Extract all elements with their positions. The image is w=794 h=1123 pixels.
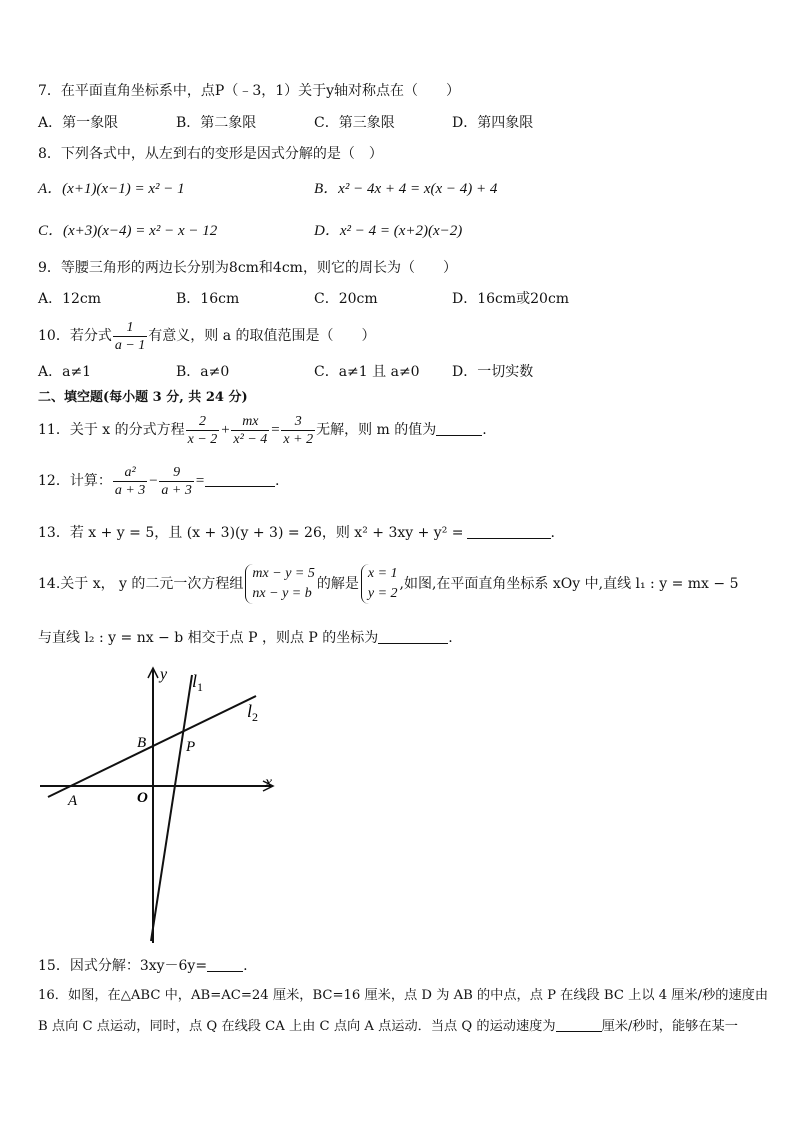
label-x: x: [265, 774, 273, 791]
q14-system-2: x = 1 y = 2: [361, 564, 398, 604]
q7-option-c: C．第三象限: [314, 115, 395, 131]
q10-option-d: D．一切实数: [452, 364, 534, 380]
q12-fraction-1: $\frac{\text{a²}}{a + 3}$: [114, 464, 146, 498]
question-9-stem: 9．等腰三角形的两边长分别为8cm和4cm，则它的周长为（ ）: [38, 260, 457, 276]
q10-fraction: $\frac{1}{a - 1}$: [114, 319, 146, 353]
label-p: P: [186, 739, 196, 755]
q13-answer-blank[interactable]: [467, 524, 551, 539]
q12-answer-blank[interactable]: [205, 472, 275, 487]
label-l2: $l_2$: [247, 701, 259, 724]
q10-pre: 10．若分式: [38, 328, 112, 344]
q10-option-b: B．a≠0: [176, 364, 230, 380]
question-14-stem: 14.关于 x， y 的二元一次方程组 mx − y = 5 nx − y = b 的解是 x = 1 y = 2 ,如图,在平面直角坐标系 xOy 中,直线 l₁ : y = mx − 5: [38, 561, 738, 607]
question-16-line-1: 16．如图，在△ABC 中，AB=AC=24 厘米，BC=16 厘米，点 D 为 AB 的中点，点 P 在线段 BC 上以 4 厘米/秒的速度由: [38, 988, 769, 1003]
q9-option-c: C．20cm: [314, 291, 378, 307]
q7-option-a: A．第一象限: [38, 115, 119, 131]
section-heading: 二、填空题(每小题 3 分, 共 24 分): [38, 390, 248, 405]
q8-option-b: B．x² − 4x + 4 = x(x − 4) + 4: [314, 181, 498, 197]
question-10-stem: [38, 316, 376, 356]
coordinate-figure: [0, 655, 320, 950]
q9-option-d: D．16cm或20cm: [452, 291, 570, 307]
q9-option-b: B．16cm: [176, 291, 240, 307]
q7-option-b: B．第二象限: [176, 115, 257, 131]
q10-option-c: C．a≠1 且 a≠0: [314, 364, 420, 380]
q9-option-a: A．12cm: [38, 291, 102, 307]
question-12-stem: 12．计算： $\frac{\text{a²}}{a + 3}$ − $\frac{9}{a + 3}$ = .: [38, 464, 280, 498]
question-11-stem: 11．关于 x 的分式方程 $\frac{2}{x - 2}$ + $\frac{mx}{\text{x² − 4}}$ = $\frac{3}{x + 2}$ 无解，则 m 的值为 .: [38, 413, 487, 447]
q16-answer-blank[interactable]: [556, 1017, 602, 1032]
label-a: A: [68, 793, 78, 809]
q8-option-a: A．(x+1)(x−1) = x² − 1: [38, 181, 185, 197]
question-16-line-2: B 点向 C 点运动，同时，点 Q 在线段 CA 上由 C 点向 A 点运动．当点 Q 的运动速度为 厘米/秒时，能够在某一: [38, 1019, 738, 1034]
q11-fraction-2: $\frac{mx}{\text{x² − 4}}$: [233, 413, 268, 447]
label-b: B: [137, 735, 147, 751]
q11-answer-blank[interactable]: [436, 421, 482, 436]
line-l1: [151, 675, 192, 941]
question-14-line-2: 与直线 l₂ : y = nx − b 相交于点 P ，则点 P 的坐标为 .: [38, 630, 453, 646]
q10-post: 有意义，则 a 的取值范围是（ ）: [148, 328, 376, 344]
q11-fraction-3: $\frac{3}{x + 2}$: [283, 413, 314, 447]
q12-fraction-2: $\frac{9}{a + 3}$: [161, 464, 192, 498]
q11-fraction-1: $\frac{2}{x - 2}$: [187, 413, 218, 447]
q14-answer-blank[interactable]: [378, 629, 448, 644]
q10-option-a: A．a≠1: [38, 364, 92, 380]
q7-option-d: D．第四象限: [452, 115, 534, 131]
label-o: O: [137, 790, 148, 806]
label-l1: $l_1$: [192, 671, 204, 694]
question-8-stem: 8．下列各式中，从左到右的变形是因式分解的是（ ）: [38, 146, 383, 162]
question-7-stem: 7．在平面直角坐标系中，点P（﹣3，1）关于y轴对称点在（ ）: [38, 83, 461, 99]
question-15-stem: 15．因式分解：3xy－6y= .: [38, 958, 248, 974]
q8-option-c: C．(x+3)(x−4) = x² − x − 12: [38, 223, 218, 239]
question-13-stem: 13．若 x + y = 5，且 (x + 3)(y + 3) = 26，则 x² + 3xy + y² = .: [38, 525, 555, 541]
q15-answer-blank[interactable]: [207, 957, 243, 972]
q14-system-1: mx − y = 5 nx − y = b: [245, 564, 314, 604]
q8-option-d: D．x² − 4 = (x+2)(x−2): [314, 223, 463, 239]
label-y: y: [160, 666, 168, 683]
